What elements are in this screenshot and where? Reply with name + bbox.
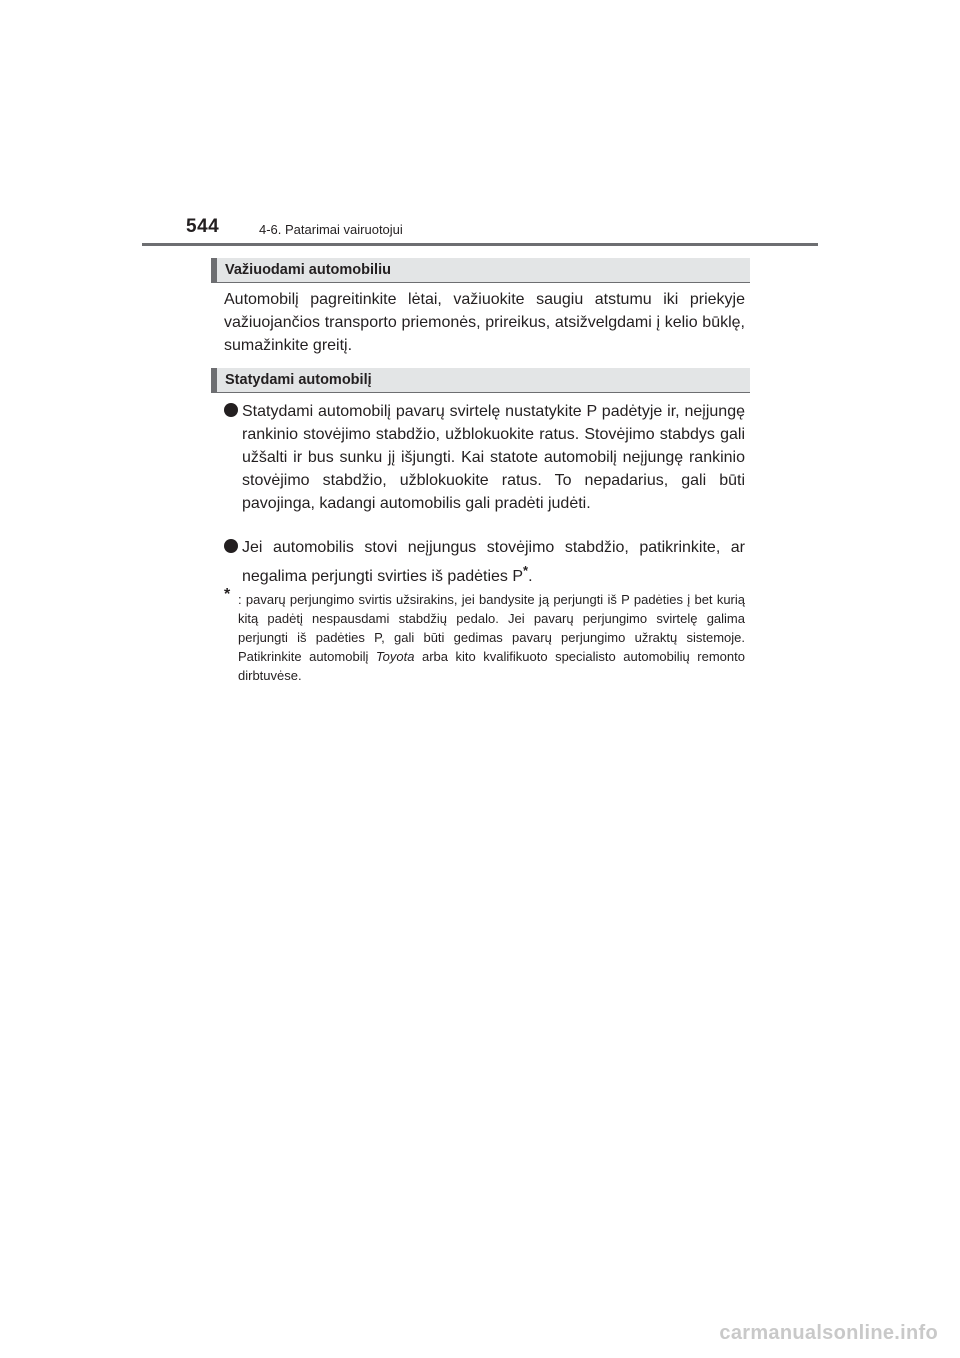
bullet-dot-icon xyxy=(224,403,238,417)
bullet-text: Statydami automobilį pavarų svirtelę nustatykite P padėtyje ir, neįjungę rankinio stovėjimo stabdžio, užblokuokite ratus. Stovėjimo stabdys gali užšalti ir bus sunku jį išjungti. Kai statote automobilį neįjungę rankinio stovėjimo stabdžio, užblokuokite ratus. To nepadarius, gali būti pavojinga, kadangi automobilis gali pradėti judėti. xyxy=(242,403,745,512)
bullet-text-main: Jei automobilis stovi neįjungus stovėjimo stabdžio, patikrinkite, ar negalima perjungti svirties iš padėties P xyxy=(242,539,745,585)
heading-driving xyxy=(211,258,750,283)
heading-driving-label: Važiuodami automobiliu xyxy=(225,262,391,278)
footnote-marker: * xyxy=(224,586,231,603)
bullet-item xyxy=(224,536,745,586)
footnote-reference-mark: * xyxy=(523,563,529,578)
heading-parking xyxy=(211,368,750,393)
bullet-text xyxy=(242,536,745,588)
watermark: carmanualsonline.info xyxy=(719,1322,938,1344)
footnote-text-after: arba kito kvalifikuoto specialisto automobilių remonto dirbtuvėse. xyxy=(238,649,745,683)
bullet-text-end: . xyxy=(528,568,533,585)
heading-parking-label: Statydami automobilį xyxy=(225,372,372,388)
bullet-dot-icon xyxy=(224,539,238,553)
heading-accent xyxy=(211,368,217,392)
header-rule xyxy=(142,243,818,246)
driving-paragraph: Automobilį pagreitinkite lėtai, važiuokite saugiu atstumu iki priekyje važiuojančios transporto priemonės, prireikus, atsižvelgdami į kelio būklę, sumažinkite greitį. xyxy=(224,291,745,354)
bullet-item xyxy=(224,400,745,540)
section-reference: 4-6. Patarimai vairuotojui xyxy=(259,222,403,237)
heading-accent xyxy=(211,258,217,282)
footnote-text xyxy=(238,590,745,685)
page-number: 544 xyxy=(186,216,220,237)
footnote-text-before: : pavarų perjungimo svirtis užsirakins, jei bandysite ją perjungti iš P padėties į bet kurią kitą padėtį nespausdami stabdžių pedalo. Jei pavarų perjungimo svirtelę galima perjungti iš padėties P, gali būti gedimas pavarų perjungimo užraktų sistemoje. Patikrinkite automobilį xyxy=(238,592,745,664)
footnote-brand: Toyota xyxy=(375,649,415,664)
